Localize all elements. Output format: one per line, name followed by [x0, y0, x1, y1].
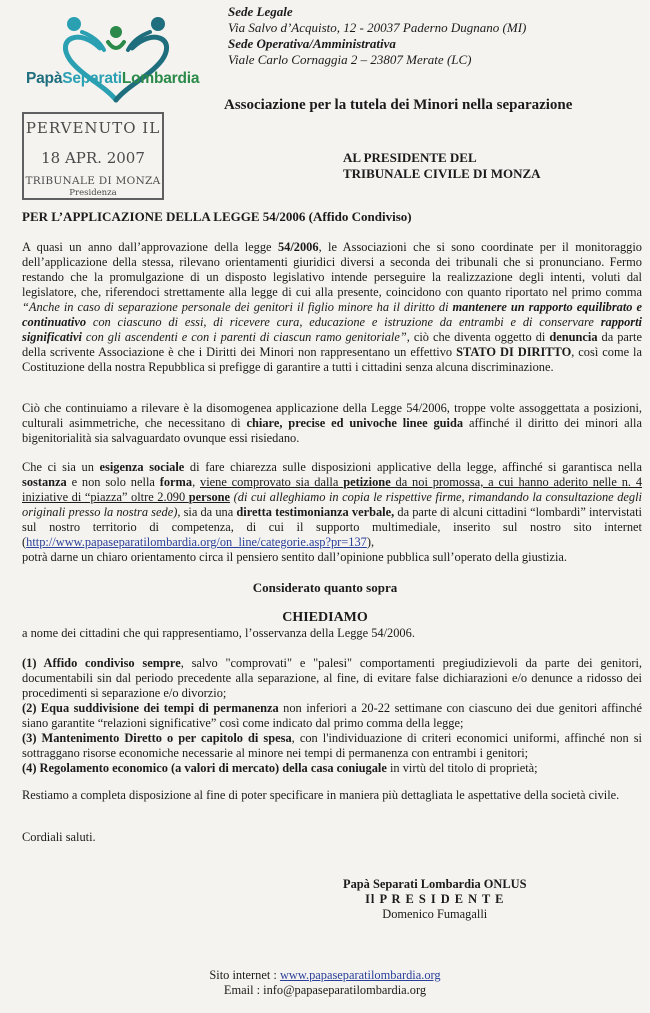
legal-seat-label: Sede Legale	[228, 4, 293, 19]
recipient-line-1: AL PRESIDENTE DEL	[343, 150, 477, 165]
signature-name: Domenico Fumagalli	[382, 907, 488, 921]
letter-subject: PER L’APPLICAZIONE DELLA LEGGE 54/2006 (Affido Condiviso)	[22, 209, 412, 224]
signature-role: Il P R E S I D E N T E	[365, 892, 505, 906]
website-link[interactable]: www.papaseparatilombardia.org	[279, 968, 441, 982]
paragraph-1: A quasi un anno dall’approvazione della legge 54/2006, le Associazioni che si sono coordinate per il monitoraggio dell’applicazione della stessa, rilevano orientamenti giuridici diversi a seconda dei tribunali che si pronunciano. Fermo restando che la promulgazione di un disposto legislativo intende perseguire la realizzazione degli intenti, voluti dal legislatore, che, riferendoci strettamente alla legge di cui alla presente, coincidono con quanto riportato nel primo comma “Anche in caso di separazione personale dei genitori il figlio minore ha il diritto di mantenere un rapporto equilibrato e continuativo con ciascuno di essi, di ricevere cura, educazione e istruzione da entrambi e di conservare rapporti significativi con gli ascendenti e con i parenti di ciascun ramo genitoriale”, ciò che diventa oggetto di denuncia da parte della scrivente Associazione è che i Diritti dei Minori non rappresentano un effettivo STATO DI DIRITTO, così come la Costituzione della nostra Repubblica si prefigge di garantire a tutti i cittadini senza alcuna discriminazione.	[22, 240, 642, 375]
letterhead-addresses	[228, 4, 526, 68]
request-list	[22, 656, 642, 776]
association-logo	[20, 8, 210, 108]
legal-seat-address: Via Salvo d’Acquisto, 12 - 20037 Paderno Dugnano (MI)	[228, 20, 527, 35]
ops-seat-label: Sede Operativa/Amministrativa	[228, 36, 396, 51]
stamp-date: 18 APR. 2007	[41, 149, 145, 167]
paragraph-2: Ciò che continuiamo a rilevare è la disomogenea applicazione della Legge 54/2006, troppe volte assoggettata a posizioni, culturali asimmetriche, che necessitano di chiare, precise ed univoche linee guida affinché il diritto dei minori alla bigenitorialità sia salvaguardato ovunque essi risiedano.	[22, 401, 642, 446]
chiediamo-heading: CHIEDIAMO	[282, 610, 368, 625]
closing-paragraph: Restiamo a completa disposizione al fine di poter specificare in maniera più dettagliata le aspettative della società civile.	[22, 788, 620, 802]
signature-block	[343, 877, 526, 922]
ops-seat-address: Viale Carlo Cornaggia 2 – 23807 Merate (LC)	[228, 52, 472, 67]
paragraph-3: Che ci sia un esigenza sociale di fare chiarezza sulle disposizioni applicative della legge, affinché si garantisca nella sostanza e non solo nella forma, viene comprovato sia dalla petizione da noi promossa, a cui hanno aderito nelle n. 4 iniziative di “piazza” oltre 2.090 persone (di cui alleghiamo in copia le rispettive firme, rimandando la consultazione degli originali presso la nostra sede), sia da una diretta testimonianza verbale, da parte di alcuni cittadini “lombardi” intervistati sul nostro territorio di competenza, di cui il supporto multimediale, inserito sul nostro sito internet (http://www.papaseparatilombardia.org/on_line/categorie.asp?pr=137), potrà darne un chiaro orientamento circa il pensiero sentito dall’opinione pubblica sull’operato della giustizia.	[22, 460, 643, 565]
recipient-block	[343, 150, 541, 182]
request-item-2: (2) Equa suddivisione dei tempi di permanenza non inferiori a 20-22 settimane con ciascuno dei due genitori affinché siano garantite “relazioni significative” così come indicato dal primo comma della legge;	[22, 701, 642, 731]
footer-contacts	[0, 968, 650, 998]
greeting: Cordiali saluti.	[22, 830, 96, 844]
footer-website: Sito internet : www.papaseparatilombardia.org	[209, 968, 441, 982]
considerato-heading: Considerato quanto sopra	[252, 580, 398, 595]
logo-wordmark: PapàSeparatiLombardia	[26, 70, 200, 87]
request-item-3: (3) Mantenimento Diretto o per capitolo di spesa, con l'individuazione di criteri economici uniformi, affinché non si sottraggano risorse economiche necessarie al minore nei tempi di permanenza con entrambi i genitori;	[22, 731, 643, 761]
stamp-office: Presidenza	[69, 188, 117, 198]
stamp-received-label: PERVENUTO IL	[25, 119, 161, 137]
signature-org: Papà Separati Lombardia ONLUS	[343, 877, 527, 891]
association-tagline: Associazione per la tutela dei Minori nella separazione	[224, 97, 573, 113]
multimedia-link[interactable]: http://www.papaseparatilombardia.org/on_line/categorie.asp?pr=137	[26, 535, 367, 550]
stamp-court: TRIBUNALE DI MONZA	[25, 175, 161, 187]
footer-email: Email : info@papaseparatilombardia.org	[223, 983, 427, 997]
request-item-4: (4) Regolamento economico (a valori di mercato) della casa coniugale in virtù del titolo di proprietà;	[22, 761, 538, 776]
family-heart-icon	[20, 8, 210, 108]
request-intro: a nome dei cittadini che qui rappresentiamo, l’osservanza della Legge 54/2006.	[22, 626, 415, 640]
recipient-line-2: TRIBUNALE CIVILE DI MONZA	[343, 166, 541, 181]
request-item-1: (1) Affido condiviso sempre, salvo "comprovati" e "palesi" comportamenti pregiudizievoli da parte dei genitori, documentabili sin dal periodo precedente alla separazione, al fine, di evitare false dichiarazioni e/o denunce a ridosso dei procedimenti si separazione e/o divorzio;	[22, 656, 642, 701]
received-stamp	[22, 112, 164, 200]
